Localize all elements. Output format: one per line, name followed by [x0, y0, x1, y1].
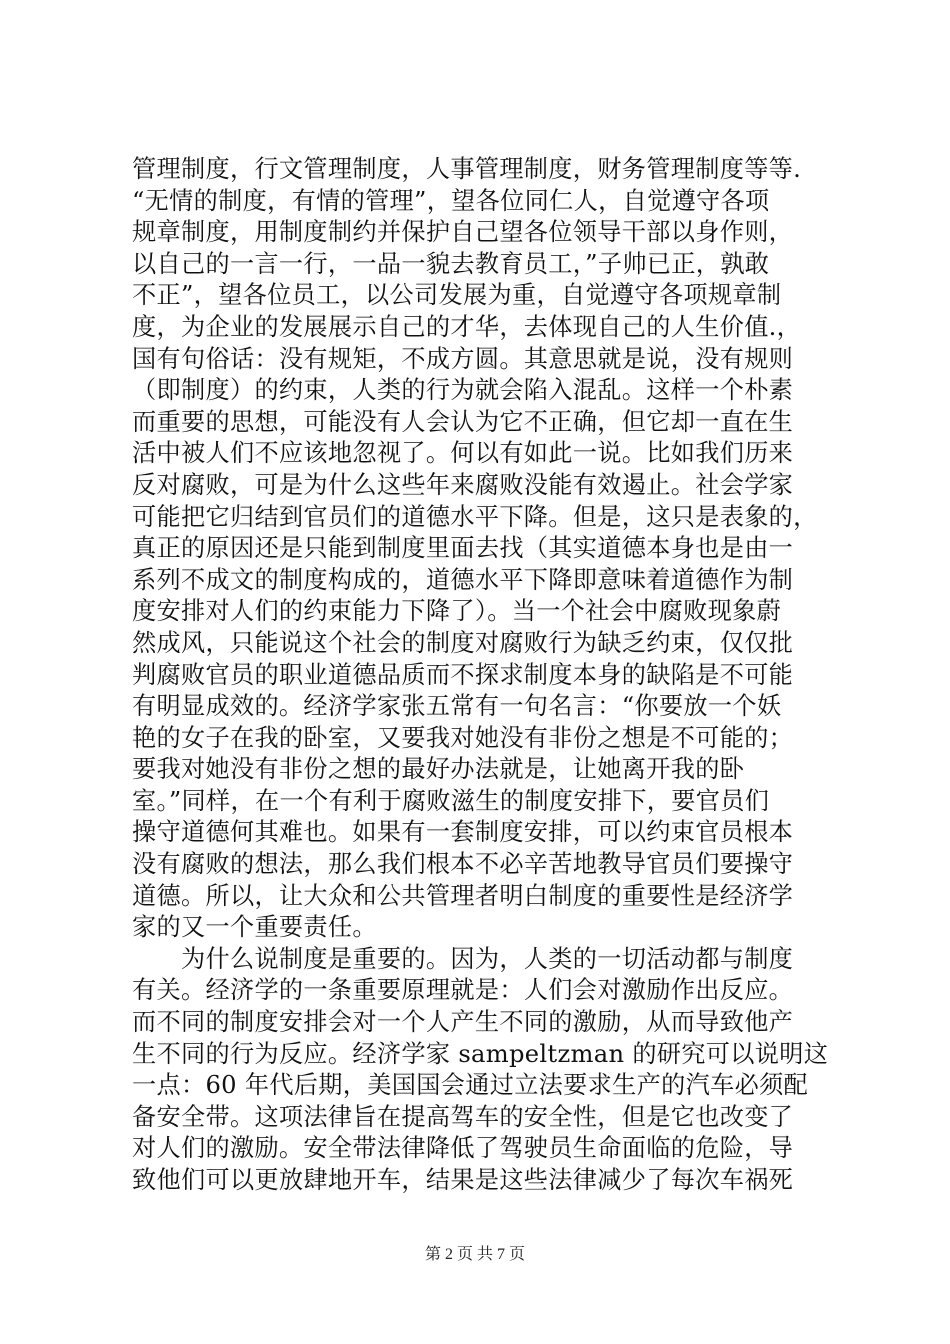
text-line: 国有句俗话：没有规矩，不成方圆。其意思就是说，没有规则	[132, 344, 794, 373]
text-line: 规章制度，用制度制约并保护自己望各位领导干部以身作则，	[132, 218, 794, 247]
text-line: 系列不成文的制度构成的，道德水平下降即意味着道德作为制	[132, 565, 794, 594]
text-line: 以自己的一言一行，一品一貌去教育员工，”子帅已正，孰敢	[132, 249, 770, 278]
text-line: （即制度）的约束，人类的行为就会陷入混乱。这样一个朴素	[132, 376, 794, 405]
text-line: 可能把它归结到官员们的道德水平下降。但是，这只是表象的，	[132, 502, 818, 531]
page-number-footer: 第 2 页 共 7 页	[424, 1246, 525, 1263]
text-line: 度，为企业的发展展示自己的才华，去体现自己的人生价值.，	[132, 312, 802, 341]
body-text	[132, 154, 832, 1197]
text-line: 没有腐败的想法，那么我们根本不必辛苦地教导官员们要操守	[132, 850, 794, 879]
text-line: 艳的女子在我的卧室，又要我对她没有非份之想是不可能的；	[132, 723, 794, 752]
text-line: 操守道德何其难也。如果有一套制度安排，可以约束官员根本	[132, 818, 794, 847]
text-line: 道德。所以，让大众和公共管理者明白制度的重要性是经济学	[132, 881, 794, 910]
text-line: 为什么说制度是重要的。因为，人类的一切活动都与制度	[132, 944, 794, 973]
text-line: 管理制度，行文管理制度，人事管理制度，财务管理制度等等.	[132, 155, 802, 183]
text-line: 度安排对人们的约束能力下降了）。当一个社会中腐败现象蔚	[132, 597, 782, 626]
text-line: 室。”同样，在一个有利于腐败滋生的制度安排下，要官员们	[132, 786, 770, 815]
text-line: “无情的制度，有情的管理”，望各位同仁人，自觉遵守各项	[132, 186, 770, 215]
text-line: 要我对她没有非份之想的最好办法就是，让她离开我的卧	[132, 755, 745, 784]
text-line: 而重要的思想，可能没有人会认为它不正确，但它却一直在生	[132, 407, 794, 436]
text-line: 判腐败官员的职业道德品质而不探求制度本身的缺陷是不可能	[132, 660, 794, 689]
text-line: 而不同的制度安排会对一个人产生不同的激励，从而导致他产	[132, 1008, 794, 1037]
text-line: 家的又一个重要责任。	[132, 913, 377, 942]
text-line: 一点：60 年代后期，美国国会通过立法要求生产的汽车必须配	[132, 1071, 809, 1100]
text-line: 活中被人们不应该地忽视了。何以有如此一说。比如我们历来	[132, 439, 794, 468]
text-line: 有关。经济学的一条重要原理就是：人们会对激励作出反应。	[132, 976, 794, 1005]
text-line: 真正的原因还是只能到制度里面去找（其实道德本身也是由一	[132, 534, 794, 563]
text-line: 致他们可以更放肆地开车，结果是这些法律减少了每次车祸死	[132, 1166, 794, 1194]
text-line: 对人们的激励。安全带法律降低了驾驶员生命面临的危险，导	[132, 1134, 794, 1163]
text-line: 不正”，望各位员工，以公司发展为重，自觉遵守各项规章制	[132, 281, 782, 310]
text-line: 备安全带。这项法律旨在提高驾车的安全性，但是它也改变了	[132, 1102, 794, 1131]
text-line: 反对腐败，可是为什么这些年来腐败没能有效遏止。社会学家	[132, 470, 794, 499]
text-line: 生不同的行为反应。经济学家 sampeltzman 的研究可以说明这	[132, 1039, 829, 1068]
text-line: 然成风，只能说这个社会的制度对腐败行为缺乏约束，仅仅批	[132, 628, 794, 657]
text-line: 有明显成效的。经济学家张五常有一句名言：“你要放一个妖	[132, 692, 782, 721]
